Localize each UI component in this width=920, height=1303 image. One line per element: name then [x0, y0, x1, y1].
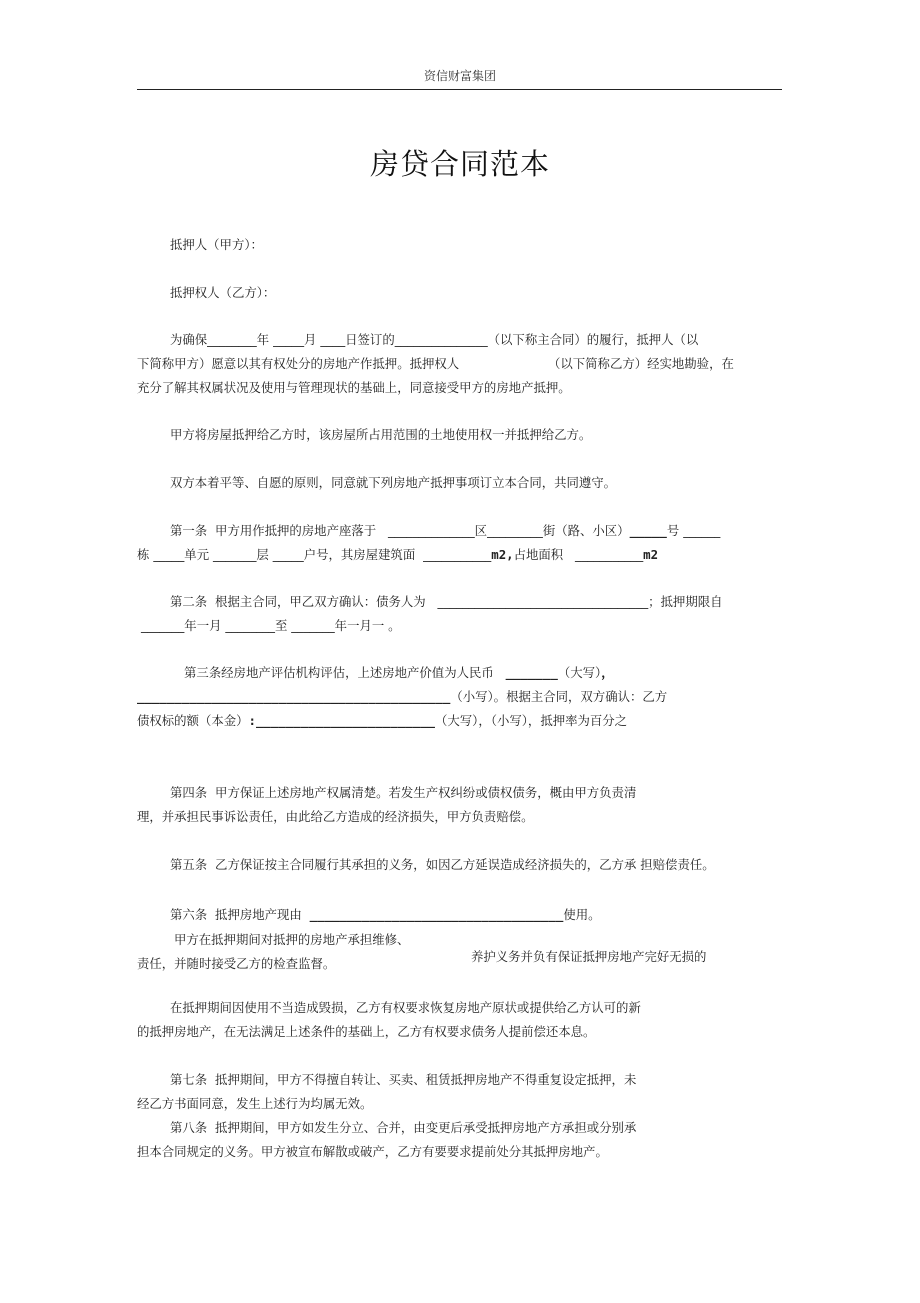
article-6-line-2: 甲方在抵押期间对抵押的房地产承担维修、 [174, 932, 410, 947]
article-2-line-1-text: 第二条 根据主合同，甲乙双方确认：债务人为 __________________________________ [170, 594, 649, 609]
article-6-line-1-text: 第六条 抵押房地产现由 [170, 907, 310, 922]
article-6-user-blank: __________________________________ [309, 907, 564, 922]
article-3-line-2 [137, 689, 667, 705]
article-3-upper: （大写） [557, 665, 602, 680]
article-2-line-2: _______年一月 ________至 _______年一月一 。 [137, 618, 401, 633]
intro-paragraph-line-2b: （以下简称乙方）经实地勘验，在 [548, 356, 734, 371]
article-1-line-2 [137, 547, 658, 563]
article-3-comma: ， [601, 665, 614, 680]
article-3-principal-label: 债权标的额（本金） [137, 713, 249, 728]
article-1-line-1-text: 第一条 甲方用作抵押的房地产座落于 ______________区_________街（路、小区） [170, 523, 630, 538]
intro-paragraph-line-1: 为确保________年 _____月 ____日签订的_______________（以下称主合同）的履行，抵押人（以 [170, 332, 699, 347]
article-4-line-2: 理，并承担民事诉讼责任，由此给乙方造成的经济损失，甲方负责赔偿。 [137, 809, 534, 824]
article-2-line-1 [170, 594, 723, 610]
header-company-name: 资信财富集团 [423, 69, 496, 83]
article-3-line-3-text: （大写），（小写），抵押率为百分之 [435, 713, 628, 728]
article-1-unit-2: m2 [643, 547, 659, 562]
damage-paragraph-line-2: 的抵押房地产，在无法满足上述条件的基础上，乙方有权要求债务人提前偿还本息。 [137, 1024, 596, 1039]
article-6-line-3: 责任，并随时接受乙方的检查监督。 [137, 956, 336, 971]
article-1-line-1 [170, 523, 720, 539]
article-6-line-3b: 养护义务并负有保证抵押房地产完好无损的 [471, 949, 707, 964]
land-use-paragraph: 甲方将房屋抵押给乙方时，该房屋所占用范围的土地使用权一并抵押给乙方。 [170, 427, 592, 442]
article-5-paragraph: 第五条 乙方保证按主合同履行其承担的义务，如因乙方延误造成经济损失的，乙方承 担赔偿责任。 [170, 857, 715, 872]
intro-paragraph-line-2: 下简称甲方）愿意以其有权处分的房地产作抵押。抵押权人 [137, 356, 460, 371]
article-1-line-2-text: 栋 _____单元 _______层 _____户号，其房屋建筑面 ___________ [137, 547, 492, 562]
article-8-line-2: 担本合同规定的义务。甲方被宣布解散或破产，乙方有要要求提前处分其抵押房地产。 [137, 1144, 608, 1159]
article-3-amount-blank: __________________________________________ [137, 689, 451, 704]
article-3-line-1 [184, 665, 614, 681]
article-4-line-1: 第四条 甲方保证上述房地产权属清楚。若发生产权纠纷或债权债务，概由甲方负责清 [170, 785, 637, 800]
article-7-line-1: 第七条 抵押期间，甲方不得擅自转让、买卖、租赁抵押房地产不得重复设定抵押，未 [170, 1072, 637, 1087]
document-title: 房贷合同范本 [369, 147, 550, 181]
damage-paragraph-line-1: 在抵押期间因使用不当造成毁损，乙方有权要求恢复房地产原状或提供给乙方认可的新 [170, 1000, 641, 1015]
article-3-line-3 [137, 713, 627, 729]
article-3-principal-blank: :________________________ [248, 713, 436, 728]
article-3-value-blank: _______ [505, 665, 558, 680]
article-2-line-1-end: ；抵押期限自 [648, 594, 723, 609]
pledgee-line: 抵押权人（乙方）： [170, 285, 276, 300]
article-1-unit-1: m2, [491, 547, 514, 562]
article-8-line-1: 第八条 抵押期间，甲方如发生分立、合并，由变更后承受抵押房地产方承担或分别承 [170, 1120, 637, 1135]
article-6-line-1 [170, 907, 600, 923]
article-3-line-2-text: （小写）。根据主合同，双方确认：乙方 [450, 689, 668, 704]
article-3-line-1-text: 第三条经房地产评估机构评估，上述房地产价值为人民币 [184, 665, 506, 680]
article-7-line-2: 经乙方书面同意，发生上述行为均属无效。 [137, 1096, 373, 1111]
article-1-line-1-end: 号 ______ [666, 523, 721, 538]
intro-paragraph-line-3: 充分了解其权属状况及使用与管理现状的基础上，同意接受甲方的房地产抵押。 [137, 380, 571, 395]
principle-paragraph: 双方本着平等、自愿的原则，同意就下列房地产抵押事项订立本合同，共同遵守。 [170, 475, 617, 490]
header-divider [137, 89, 782, 90]
article-1-land-area: 占地面积 ___________ [513, 547, 644, 562]
pledgor-line: 抵押人（甲方）： [170, 237, 263, 252]
article-1-number-blank: _____ [629, 523, 667, 538]
article-6-line-1-end: 使用。 [563, 907, 601, 922]
